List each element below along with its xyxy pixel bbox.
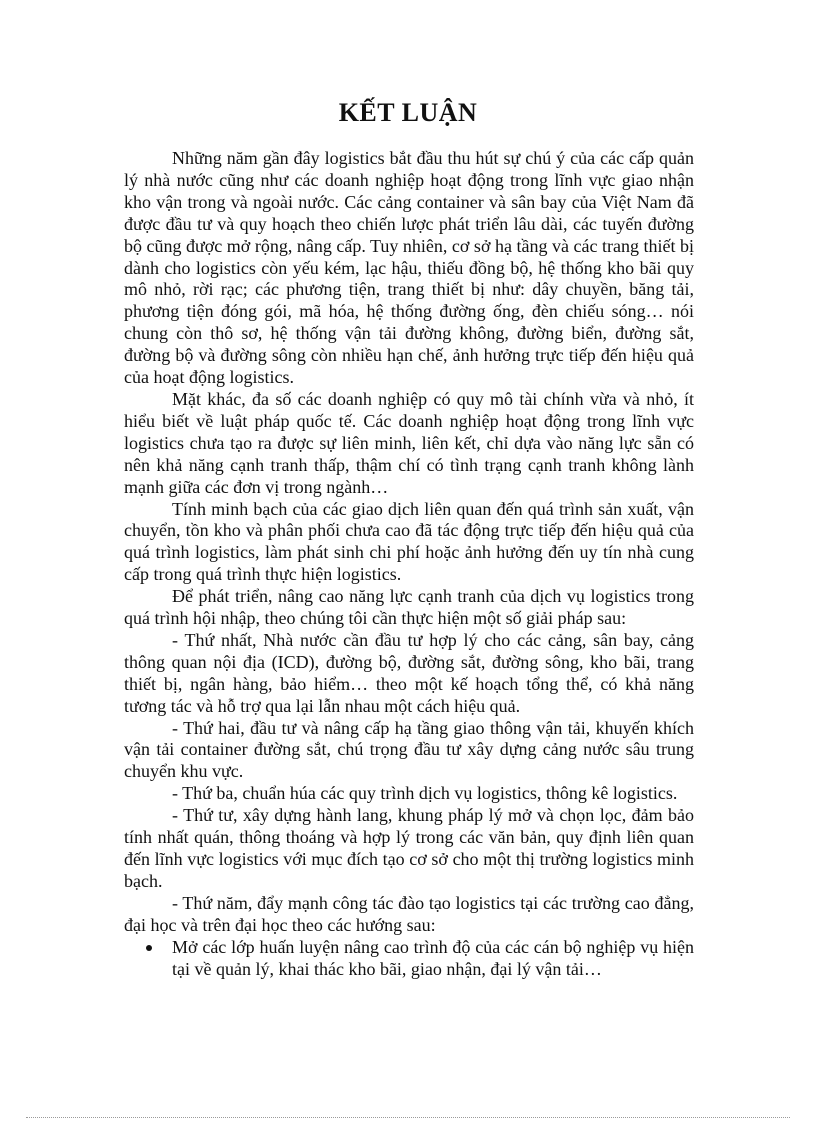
paragraph-transparency: Tính minh bạch của các giao dịch liên quan đến quá trình sản xuất, vận chuyển, tồn kho và phân phối chưa cao đã tác động trực tiếp đến hiệu quả của quá trình logistics, làm phát sinh chi phí hoặc ảnh hưởng đến uy tín nhà cung cấp trong quá trình thực hiện logistics. [124, 498, 694, 585]
page-title: KẾT LUẬN [338, 98, 478, 127]
list-item [124, 937, 694, 981]
paragraph-solution-2: - Thứ hai, đầu tư và nâng cấp hạ tầng giao thông vận tải, khuyến khích vận tải container đường sắt, chú trọng đầu tư xây dựng cảng nước sâu trung chuyển khu vực. [124, 717, 694, 782]
paragraph-solution-5: - Thứ năm, đẩy mạnh công tác đào tạo logistics tại các trường cao đẳng, đại học và trên đại học theo các hướng sau: [124, 892, 694, 935]
paragraph-intro: Những năm gần đây logistics bắt đầu thu hút sự chú ý của các cấp quản lý nhà nước cũng như các doanh nghiệp hoạt động trong lĩnh vực giao nhận kho vận trong và ngoài nước. Các cảng container và sân bay của Việt Nam đã được đầu tư và quy hoạch theo chiến lược phát triển lâu dài, các tuyến đường bộ cũng được mở rộng, nâng cấp. Tuy nhiên, cơ sở hạ tầng và các trang thiết bị dành cho logistics còn yếu kém, lạc hậu, thiếu đồng bộ, hệ thống kho bãi quy mô nhỏ, rời rạc; các phương tiện, trang thiết bị như: dây chuyền, băng tải, phương tiện đóng gói, mã hóa, hệ thống đường ống, đèn chiếu sóng… nói chung còn thô sơ, hệ thống vận tải đường không, đường biển, đường sắt, đường bộ và đường sông còn nhiều hạn chế, ảnh hưởng trực tiếp đến hiệu quả của hoạt động logistics. [124, 148, 694, 388]
paragraph-solution-3: - Thứ ba, chuẩn húa các quy trình dịch vụ logistics, thông kê logistics. [172, 783, 678, 804]
paragraph-solution-4: - Thứ tư, xây dựng hành lang, khung pháp lý mở và chọn lọc, đảm bảo tính nhất quán, thông thoáng và hợp lý trong các văn bản, quy định liên quan đến lĩnh vực logistics với mục đích tạo cơ sở cho một thị trường logistics minh bạch. [124, 805, 694, 891]
paragraph-solutions-intro: Để phát triển, nâng cao năng lực cạnh tranh của dịch vụ logistics trong quá trình hội nhập, theo chúng tôi cần thực hiện một số giải pháp sau: [124, 586, 694, 629]
body-text [124, 148, 694, 980]
bullet-list [124, 937, 694, 981]
paragraph-enterprises: Mặt khác, đa số các doanh nghiệp có quy mô tài chính vừa và nhỏ, ít hiểu biết về luật pháp quốc tế. Các doanh nghiệp hoạt động trong lĩnh vực logistics chưa tạo ra được sự liên minh, liên kết, chỉ dựa vào năng lực sẵn có nên khả năng cạnh tranh thấp, thậm chí có tình trạng cạnh tranh không lành mạnh giữa các đơn vị trong ngành… [124, 388, 694, 497]
bullet-icon [146, 945, 152, 951]
list-item-text: Mở các lớp huấn luyện nâng cao trình độ của các cán bộ nghiệp vụ hiện tại về quản lý, khai thác kho bãi, giao nhận, đại lý vận tải… [172, 936, 694, 979]
page-bottom-rule [26, 1117, 790, 1118]
paragraph-solution-1: - Thứ nhất, Nhà nước cần đầu tư hợp lý cho các cảng, sân bay, cảng thông quan nội địa (ICD), đường bộ, đường sắt, đường sông, kho bãi, trang thiết bị, ngân hàng, bảo hiểm… theo một kế hoạch tổng thể, có khả năng tương tác và hỗ trợ qua lại lẫn nhau một cách hiệu quả. [124, 629, 694, 716]
